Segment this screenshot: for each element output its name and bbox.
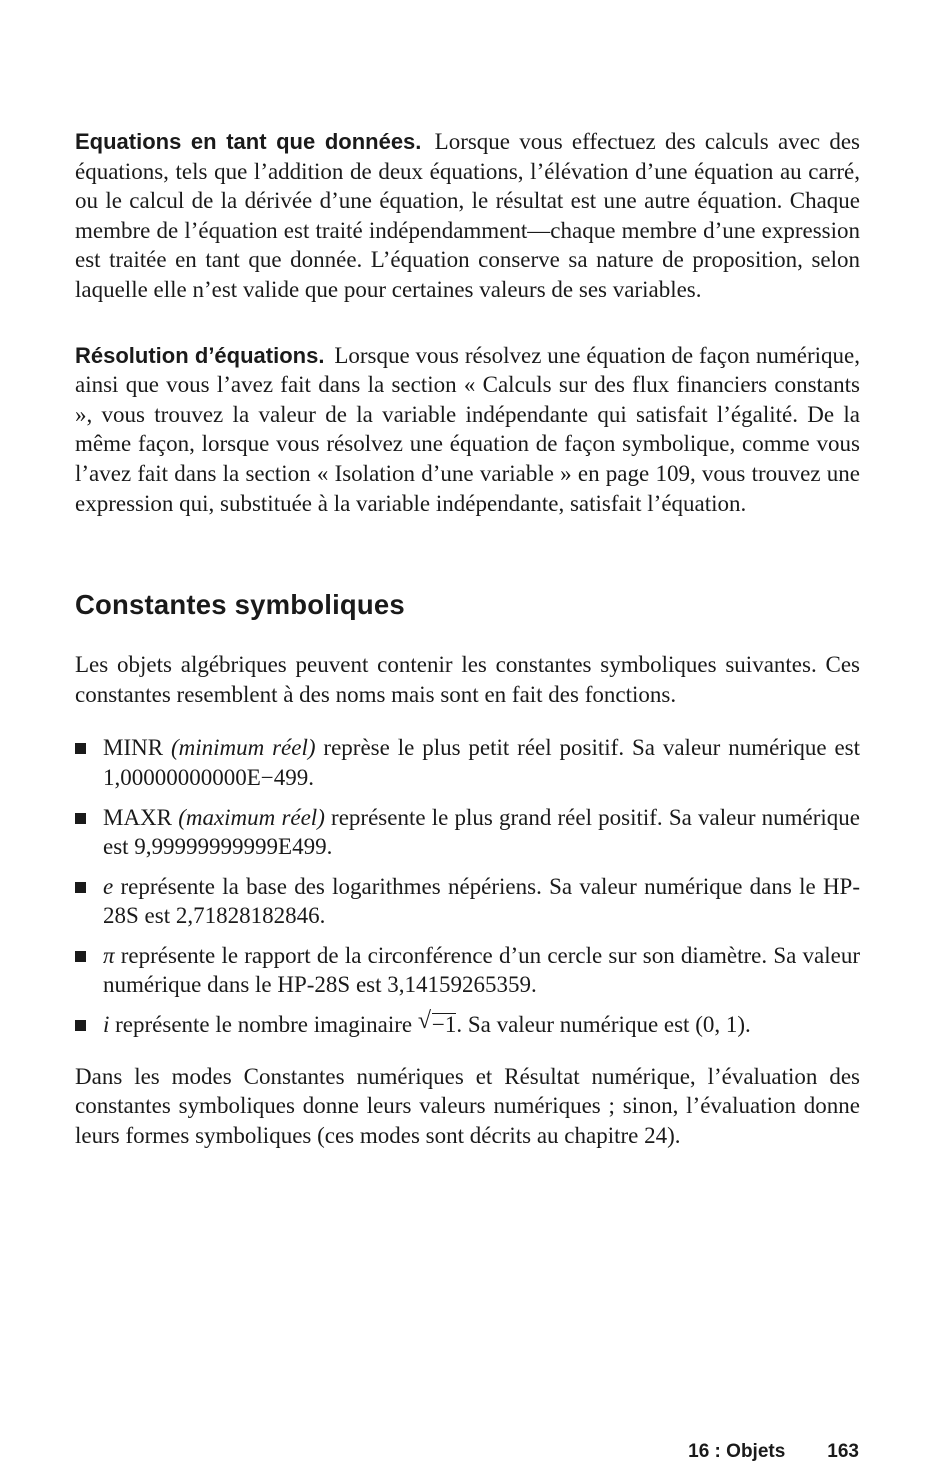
intro-paragraph: Les objets algébriques peuvent contenir les constantes symboliques suivantes. Ces constantes resemblent à des noms mais sont en fait des fonctions. <box>75 652 860 707</box>
paragraph-solving-equations <box>75 341 860 519</box>
list-item <box>75 1010 860 1040</box>
bullet-icon <box>75 743 86 754</box>
constants-list <box>75 733 860 1039</box>
page-number: 163 <box>827 1441 859 1462</box>
constant-text: représente le rapport de la circonférence d’un cercle sur son diamètre. Sa valeur numérique dans le HP-28S est 3,14159265359. <box>103 942 860 998</box>
list-item <box>75 872 860 931</box>
constant-text: représente la base des logarithmes népériens. Sa valeur numérique dans le HP-28S est 2,71828182846. <box>103 873 860 929</box>
constant-text: représente le nombre imaginaire <box>115 1012 413 1038</box>
constant-name: MAXR <box>103 804 173 830</box>
constant-description-italic: (minimum réel) <box>170 735 316 761</box>
paragraph-text: Lorsque vous effectuez des calculs avec des équations, tels que l’addition de deux équations, l’élévation d’une équation au carré, ou le calcul de la dérivée d’une équation, le résultat est une autre équation. Chaque membre de l’équation est traité indépendamment—chaque membre d’une expression est traitée en tant que donnée. L’équation conserve sa nature de proposition, selon laquelle elle n’est valide que pour certaines valeurs de ses variables. <box>75 129 860 302</box>
bullet-icon <box>75 951 86 962</box>
constant-symbol: π <box>103 942 115 968</box>
constant-name: MINR <box>103 735 164 761</box>
constant-symbol: i <box>103 1012 110 1038</box>
page-footer <box>688 1441 859 1463</box>
paragraph-equations-data <box>75 127 860 305</box>
constant-description-italic: (maximum réel) <box>178 804 325 830</box>
list-item <box>75 803 860 862</box>
square-root-icon: √ −1 <box>417 1008 457 1038</box>
page-content <box>75 127 860 1150</box>
constant-text: représente le plus grand réel positif. Sa valeur numérique est 9,99999999999E499. <box>103 804 861 860</box>
constant-symbol: e <box>103 873 114 899</box>
list-item <box>75 733 860 792</box>
bullet-icon <box>75 813 86 824</box>
constant-text: reprèse le plus petit réel positif. Sa valeur numérique est 1,00000000000E−499. <box>103 735 860 790</box>
bullet-icon <box>75 882 86 893</box>
section-heading: Constantes symboliques <box>75 589 405 621</box>
chapter-label: 16 : Objets <box>688 1441 786 1462</box>
closing-paragraph: Dans les modes Constantes numériques et Résultat numérique, l’évaluation des constantes symboliques donne leurs valeurs numériques ; sinon, l’évaluation donne leurs formes symboliques (ces modes sont décrits au chapitre 24). <box>75 1063 860 1148</box>
list-item <box>75 941 860 1000</box>
radicand: −1 <box>431 1012 457 1038</box>
bullet-icon <box>75 1020 86 1031</box>
paragraph-text: Lorsque vous résolvez une équation de façon numérique, ainsi que vous l’avez fait dans la section « Calculs sur des flux financiers constants », vous trouvez la valeur de la variable indépendante qui satisfait l’égalité. De la même façon, lorsque vous résolvez une équation de façon symbolique, comme vous l’avez fait dans la section « Isolation d’une variable » en page 109, vous trouvez une expression qui, substituée à la variable indépendante, satisfait l’équation. <box>75 342 861 516</box>
paragraph-lead: Equations en tant que données. <box>75 129 422 154</box>
paragraph-lead: Résolution d’équations. <box>75 342 325 368</box>
constant-text-after: . Sa valeur numérique est (0, 1). <box>456 1012 751 1038</box>
